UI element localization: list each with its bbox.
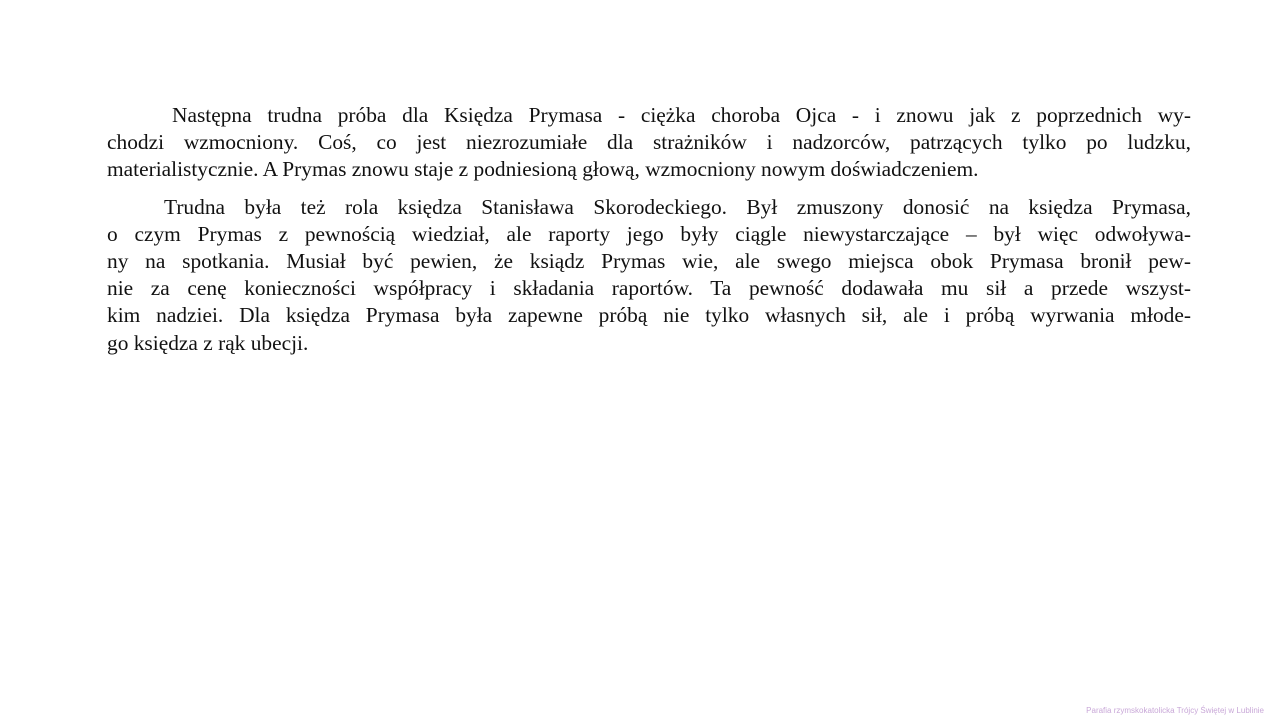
paragraph-2 [107, 194, 1191, 357]
paragraph-1 [107, 102, 1191, 184]
paragraph-2-line-6: go księdza z rąk ubecji. [107, 330, 309, 355]
paragraph-2-line-4: nie za cenę konieczności współpracy i składania raportów. Ta pewność dodawała mu sił a przede wszyst- [107, 276, 1191, 301]
paragraph-1-line-2: chodzi wzmocniony. Coś, co jest niezrozumiałe dla strażników i nadzorców, patrzących tylko po ludzku, [107, 130, 1191, 155]
footer-watermark: Parafia rzymskokatolicka Trójcy Świętej w Lublinie [1086, 706, 1264, 715]
paragraph-2-line-5: kim nadziei. Dla księdza Prymasa była zapewne próbą nie tylko własnych sił, ale i próbą wyrwania młode- [107, 303, 1191, 328]
paragraph-1-line-1: Następna trudna próba dla Księdza Prymasa - ciężka choroba Ojca - i znowu jak z poprzednich wy- [172, 103, 1191, 127]
paragraph-2-line-3: ny na spotkania. Musiał być pewien, że ksiądz Prymas wie, ale swego miejsca obok Prymasa bronił pew- [107, 248, 1191, 273]
paragraph-spacer [107, 184, 1191, 194]
paragraph-2-line-2: o czym Prymas z pewnością wiedział, ale raporty jego były ciągle niewystarczające – był więc odwoływa- [107, 221, 1191, 246]
paragraph-1-line-3: materialistycznie. A Prymas znowu staje z podniesioną głową, wzmocniony nowym doświadczeniem. [107, 157, 979, 182]
paragraph-2-line-1: Trudna była też rola księdza Stanisława Skorodeckiego. Był zmuszony donosić na księdza Prymasa, [164, 194, 1191, 219]
text-body [107, 102, 1191, 357]
